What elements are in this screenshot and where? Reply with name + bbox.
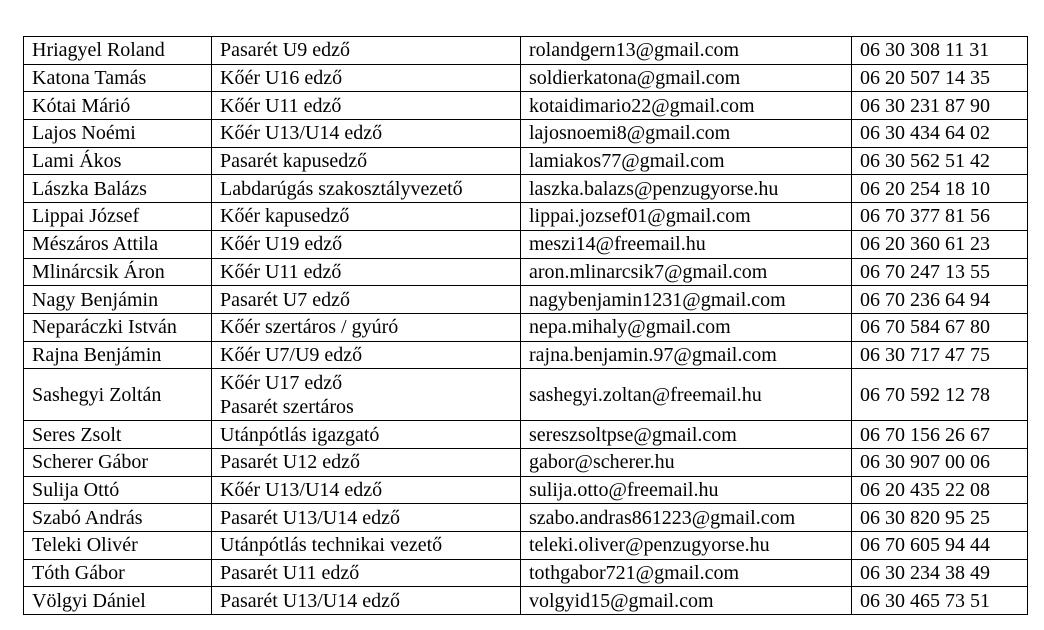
- contact-phone: 06 20 360 61 23: [852, 230, 1028, 258]
- contact-email: kotaidimario22@gmail.com: [521, 92, 852, 120]
- contact-name: Lami Ákos: [24, 147, 212, 175]
- contact-phone: 06 70 377 81 56: [852, 203, 1028, 231]
- contact-email: gabor@scherer.hu: [521, 448, 852, 476]
- contact-email: meszi14@freemail.hu: [521, 230, 852, 258]
- contact-email: tothgabor721@gmail.com: [521, 559, 852, 587]
- contact-role: [212, 504, 521, 532]
- contact-name: Scherer Gábor: [24, 448, 212, 476]
- contact-role: [212, 476, 521, 504]
- table-row: [24, 448, 1028, 476]
- contact-role: [212, 203, 521, 231]
- contact-phone: 06 30 907 00 06: [852, 448, 1028, 476]
- contact-role: [212, 421, 521, 449]
- table-row: [24, 504, 1028, 532]
- contact-name: Teleki Olivér: [24, 532, 212, 560]
- contact-phone: 06 20 435 22 08: [852, 476, 1028, 504]
- table-row: [24, 64, 1028, 92]
- contact-role-line: Pasarét U9 edző: [220, 39, 350, 62]
- contact-email: lamiakos77@gmail.com: [521, 147, 852, 175]
- contact-email: teleki.oliver@penzugyorse.hu: [521, 532, 852, 560]
- contact-email: nagybenjamin1231@gmail.com: [521, 286, 852, 314]
- table-row: [24, 175, 1028, 203]
- contact-role-line: Kőér U16 edző: [220, 67, 343, 90]
- contact-name: Seres Zsolt: [24, 421, 212, 449]
- contact-role: [212, 120, 521, 148]
- contact-role-line: Kőér kapusedző: [220, 205, 350, 228]
- contact-phone: 06 30 434 64 02: [852, 120, 1028, 148]
- contact-role: [212, 175, 521, 203]
- contact-name: Sulija Ottó: [24, 476, 212, 504]
- contact-name: Mészáros Attila: [24, 230, 212, 258]
- table-row: [24, 230, 1028, 258]
- contact-role-line: Utánpótlás igazgató: [220, 423, 380, 446]
- table-row: [24, 92, 1028, 120]
- contact-table: [23, 36, 1028, 615]
- contact-name: Kótai Márió: [24, 92, 212, 120]
- contact-name: Hriagyel Roland: [24, 37, 212, 65]
- contact-role-line: Kőér szertáros / gyúró: [220, 316, 399, 339]
- contact-role-line: Kőér U7/U9 edző: [220, 343, 363, 366]
- contact-email: rajna.benjamin.97@gmail.com: [521, 341, 852, 369]
- contact-role: [212, 147, 521, 175]
- contact-email: volgyid15@gmail.com: [521, 587, 852, 615]
- contact-phone: 06 30 231 87 90: [852, 92, 1028, 120]
- contact-role: [212, 341, 521, 369]
- contact-role: [212, 559, 521, 587]
- contact-role-line: Kőér U17 edző: [220, 371, 343, 394]
- contact-role: [212, 286, 521, 314]
- table-row: [24, 120, 1028, 148]
- table-row: [24, 559, 1028, 587]
- contact-email: szabo.andras861223@gmail.com: [521, 504, 852, 532]
- contact-role: [212, 230, 521, 258]
- contact-email: sereszsoltpse@gmail.com: [521, 421, 852, 449]
- contact-phone: 06 70 584 67 80: [852, 313, 1028, 341]
- contact-role-line: Pasarét szertáros: [220, 395, 354, 418]
- contact-email: soldierkatona@gmail.com: [521, 64, 852, 92]
- contact-email: nepa.mihaly@gmail.com: [521, 313, 852, 341]
- contact-role-line: Pasarét U13/U14 edző: [220, 589, 400, 612]
- contact-name: Rajna Benjámin: [24, 341, 212, 369]
- contact-name: Sashegyi Zoltán: [24, 369, 212, 421]
- contact-phone: 06 20 254 18 10: [852, 175, 1028, 203]
- contact-email: sashegyi.zoltan@freemail.hu: [521, 369, 852, 421]
- table-row: [24, 203, 1028, 231]
- contact-role-line: Kőér U11 edző: [220, 260, 342, 283]
- contact-role-line: Pasarét U12 edző: [220, 451, 360, 474]
- table-row: [24, 286, 1028, 314]
- contact-name: Lajos Noémi: [24, 120, 212, 148]
- contact-phone: 06 70 156 26 67: [852, 421, 1028, 449]
- contact-role-line: Kőér U11 edző: [220, 94, 342, 117]
- contact-role-line: Pasarét U11 edző: [220, 562, 360, 585]
- contact-role-line: Pasarét kapusedző: [220, 150, 368, 173]
- contact-name: Nagy Benjámin: [24, 286, 212, 314]
- contact-name: Neparáczki István: [24, 313, 212, 341]
- table-row: [24, 313, 1028, 341]
- contact-role-line: Kőér U19 edző: [220, 233, 343, 256]
- contact-role: [212, 369, 521, 421]
- contact-phone: 06 30 562 51 42: [852, 147, 1028, 175]
- contact-email: laszka.balazs@penzugyorse.hu: [521, 175, 852, 203]
- contact-phone: 06 30 717 47 75: [852, 341, 1028, 369]
- contact-role: [212, 92, 521, 120]
- contact-role-line: Pasarét U13/U14 edző: [220, 506, 400, 529]
- contact-phone: 06 70 605 94 44: [852, 532, 1028, 560]
- contact-name: Lászka Balázs: [24, 175, 212, 203]
- contact-phone: 06 70 236 64 94: [852, 286, 1028, 314]
- table-row: [24, 476, 1028, 504]
- contact-email: aron.mlinarcsik7@gmail.com: [521, 258, 852, 286]
- table-row: [24, 369, 1028, 421]
- contact-email: sulija.otto@freemail.hu: [521, 476, 852, 504]
- contact-name: Katona Tamás: [24, 64, 212, 92]
- table-row: [24, 532, 1028, 560]
- contact-role-line: Kőér U13/U14 edző: [220, 478, 383, 501]
- contact-phone: 06 30 308 11 31: [852, 37, 1028, 65]
- contact-role: [212, 587, 521, 615]
- contact-name: Szabó András: [24, 504, 212, 532]
- contact-role-line: Labdarúgás szakosztályvezető: [220, 177, 463, 200]
- contact-phone: 06 20 507 14 35: [852, 64, 1028, 92]
- contact-name: Mlinárcsik Áron: [24, 258, 212, 286]
- contact-phone: 06 70 592 12 78: [852, 369, 1028, 421]
- contact-phone: 06 30 820 95 25: [852, 504, 1028, 532]
- contact-role: [212, 448, 521, 476]
- contact-role: [212, 532, 521, 560]
- contact-role-line: Kőér U13/U14 edző: [220, 122, 383, 145]
- table-row: [24, 258, 1028, 286]
- contact-role-line: Utánpótlás technikai vezető: [220, 534, 443, 557]
- contact-email: lajosnoemi8@gmail.com: [521, 120, 852, 148]
- table-row: [24, 421, 1028, 449]
- contact-role: [212, 258, 521, 286]
- contact-name: Lippai József: [24, 203, 212, 231]
- contact-phone: 06 30 465 73 51: [852, 587, 1028, 615]
- contact-role: [212, 37, 521, 65]
- contact-name: Tóth Gábor: [24, 559, 212, 587]
- contact-email: lippai.jozsef01@gmail.com: [521, 203, 852, 231]
- table-row: [24, 147, 1028, 175]
- contact-role: [212, 64, 521, 92]
- contact-email: rolandgern13@gmail.com: [521, 37, 852, 65]
- contact-phone: 06 70 247 13 55: [852, 258, 1028, 286]
- contact-phone: 06 30 234 38 49: [852, 559, 1028, 587]
- table-row: [24, 587, 1028, 615]
- contact-role-line: Pasarét U7 edző: [220, 288, 350, 311]
- table-row: [24, 37, 1028, 65]
- table-row: [24, 341, 1028, 369]
- contact-name: Völgyi Dániel: [24, 587, 212, 615]
- contact-role: [212, 313, 521, 341]
- contact-table-body: [24, 37, 1028, 615]
